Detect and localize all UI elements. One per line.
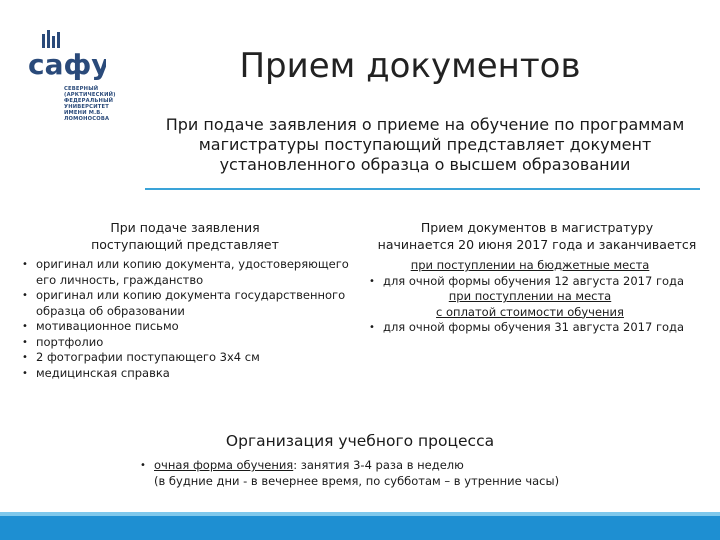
list-item: • портфолио (22, 335, 352, 351)
footer-bar (0, 516, 720, 540)
left-heading-line1: При подаче заявления (110, 220, 260, 235)
study-form-label: очная форма обучения (154, 458, 294, 472)
list-item: • 2 фотографии поступающего 3х4 см (22, 350, 352, 366)
logo-caption: СЕВЕРНЫЙ (АРКТИЧЕСКИЙ) ФЕДЕРАЛЬНЫЙ УНИВЕРСИТЕТ ИМЕНИ М.В. ЛОМОНОСОВА (64, 86, 116, 122)
list-item: • мотивационное письмо (22, 319, 352, 335)
documents-list (22, 257, 352, 381)
list-item: • оригинал или копию документа, удостоверяющего его личность, гражданство (22, 257, 352, 288)
left-heading-line2: поступающий представляет (91, 237, 279, 252)
right-heading-line1: Прием документов в магистратуру (420, 220, 654, 235)
right-heading-line2: начинается 20 июня 2017 года и заканчивается (377, 237, 697, 252)
deadlines-block (365, 258, 695, 336)
list-item: • оригинал или копию документа государственного образца об образовании (22, 288, 352, 319)
paid-deadline: • для очной формы обучения 31 августа 2017 года (365, 320, 695, 336)
organization-heading: Организация учебного процесса (225, 432, 495, 450)
divider (145, 188, 700, 190)
budget-deadline: • для очной формы обучения 12 августа 2017 года (365, 274, 695, 290)
organization-details (140, 458, 600, 489)
study-form-text: : занятия 3-4 раза в неделю (293, 458, 464, 472)
paid-label-line1: при поступлении на места (448, 289, 612, 303)
right-column-heading (372, 219, 702, 253)
list-item: • медицинская справка (22, 366, 352, 382)
logo-brand: сафу (28, 48, 106, 81)
study-form-line (140, 458, 600, 474)
page-title: Прием документов (239, 46, 581, 86)
study-form-detail: (в будние дни - в вечернее время, по субботам – в утренние часы) (154, 473, 560, 488)
intro-text: При подаче заявления о приеме на обучение по программам магистратуры поступающий представляет документ установленного образца о высшем образовании (165, 115, 685, 174)
budget-label: при поступлении на бюджетные места (410, 258, 650, 272)
paid-label-line2: с оплатой стоимости обучения (436, 304, 624, 319)
left-column-heading (60, 219, 310, 253)
